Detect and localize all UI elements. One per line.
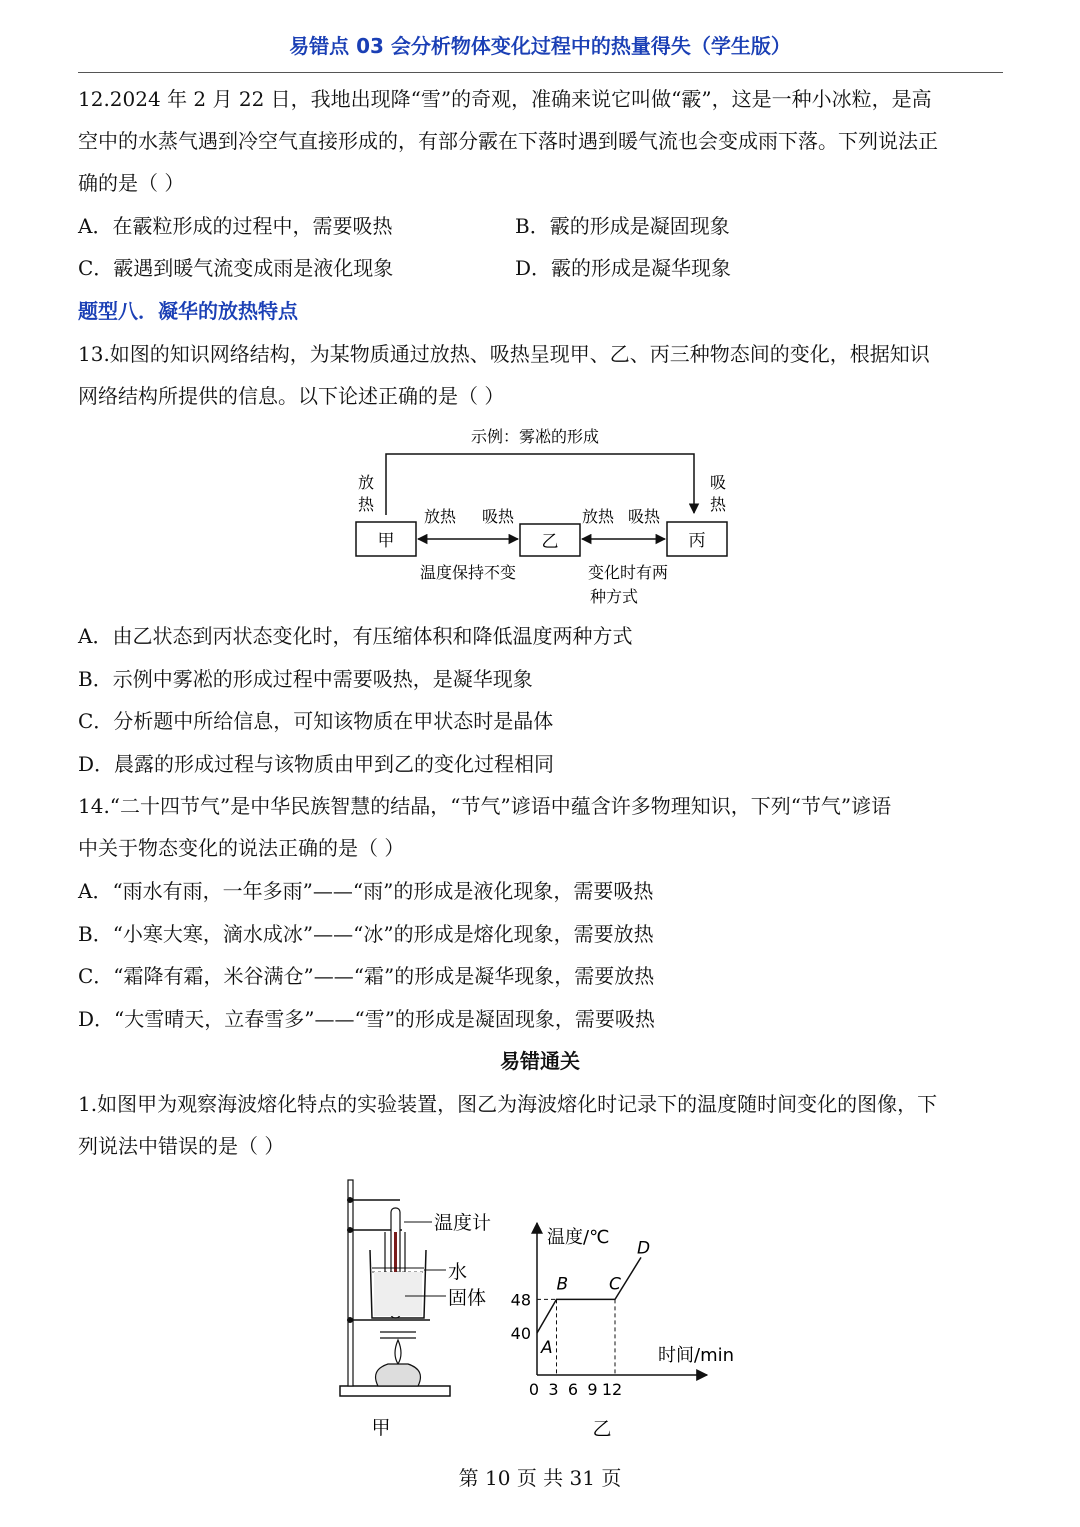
x-tick-label-6: 6 bbox=[567, 1380, 579, 1399]
label-water: 水 bbox=[448, 1261, 468, 1283]
x-tick-label-3: 3 bbox=[548, 1380, 559, 1399]
x-axis-label: 时间/min bbox=[658, 1345, 735, 1366]
x-tick-label-12: 12 bbox=[601, 1380, 623, 1399]
label-solid: 固体 bbox=[448, 1287, 487, 1309]
q12-line-3: 确的是（ ） bbox=[78, 171, 185, 195]
state-label-bing: 丙 bbox=[688, 531, 706, 551]
point-label-D: D bbox=[637, 1238, 651, 1259]
q13-line-1: 13.如图的知识网络结构，为某物质通过放热、吸热呈现甲、乙、丙三种物态间的变化，根据知识 bbox=[78, 342, 930, 366]
q14-option-c: C．“霜降有霜，米谷满仓”——“霜”的形成是凝华现象，需要放热 bbox=[78, 964, 655, 988]
q13-option-c: C．分析题中所给信息，可知该物质在甲状态时是晶体 bbox=[78, 709, 554, 733]
point-label-C: C bbox=[609, 1274, 621, 1295]
note-two-methods-1: 变化时有两 bbox=[587, 563, 669, 582]
section-heading-clear: 易错通关 bbox=[500, 1049, 580, 1073]
stand-base bbox=[340, 1386, 450, 1396]
x-tick-label-9: 9 bbox=[587, 1380, 598, 1399]
state-label-jia: 甲 bbox=[377, 531, 395, 551]
q12-line-1: 12.2024 年 2 月 22 日，我地出现降“雪”的奇观，准确来说它叫做“霰”，这是一种小冰粒，是高 bbox=[78, 87, 932, 111]
q14-line-2: 中关于物态变化的说法正确的是（ ） bbox=[78, 836, 405, 860]
diagram-right-absorb-2: 热 bbox=[709, 495, 727, 514]
q12-option-c: C．霰遇到暖气流变成雨是液化现象 bbox=[78, 256, 394, 280]
label-absorb-2: 吸热 bbox=[627, 507, 661, 526]
q14-line-1: 14.“二十四节气”是中华民族智慧的结晶，“节气”谚语中蕴含许多物理知识，下列“节气”谚语 bbox=[78, 794, 892, 818]
q14-option-b: B．“小寒大寒，滴水成冰”——“冰”的形成是熔化现象，需要放热 bbox=[78, 922, 654, 946]
q12-option-d: D．霰的形成是凝华现象 bbox=[515, 256, 732, 280]
q13-option-b: B．示例中雾凇的形成过程中需要吸热，是凝华现象 bbox=[78, 667, 533, 691]
burner-flame bbox=[395, 1340, 401, 1364]
header-rule bbox=[78, 72, 1003, 73]
note-two-methods-2: 种方式 bbox=[589, 587, 639, 606]
label-thermometer: 温度计 bbox=[434, 1212, 492, 1234]
y-tick-label-40: 40 bbox=[510, 1324, 531, 1343]
y-axis-label: 温度/℃ bbox=[547, 1227, 610, 1248]
label-release-1: 放热 bbox=[423, 507, 457, 526]
state-label-yi: 乙 bbox=[541, 532, 559, 552]
q13-line-2: 网络结构所提供的信息。以下论述正确的是（ ） bbox=[78, 384, 505, 408]
q12-option-b: B．霰的形成是凝固现象 bbox=[515, 214, 730, 238]
label-absorb-1: 吸热 bbox=[481, 507, 515, 526]
q14-option-d: D．“大雪晴天，立春雪多”——“雪”的形成是凝固现象，需要吸热 bbox=[78, 1007, 655, 1031]
q1-line-1: 1.如图甲为观察海波熔化特点的实验装置，图乙为海波熔化时记录下的温度随时间变化的图像，下 bbox=[78, 1092, 938, 1116]
page-footer: 第 10 页 共 31 页 bbox=[458, 1466, 622, 1490]
alcohol-lamp bbox=[376, 1364, 421, 1386]
q12-line-2: 空中的水蒸气遇到冷空气直接形成的，有部分霰在下落时遇到暖气流也会变成雨下落。下列说法正 bbox=[78, 129, 938, 153]
diagram-left-release-2: 热 bbox=[357, 495, 375, 514]
diagram-right-absorb-1: 吸 bbox=[709, 473, 727, 492]
temperature-time-graph bbox=[505, 1215, 750, 1447]
x-tick-label-0: 0 bbox=[528, 1380, 540, 1399]
q13-option-a: A．由乙状态到丙状态变化时，有压缩体积和降低温度两种方式 bbox=[78, 624, 633, 648]
q12-option-a: A．在霰粒形成的过程中，需要吸热 bbox=[78, 214, 393, 238]
diagram-top-arrow bbox=[386, 454, 694, 515]
q14-option-a: A．“雨水有雨，一年多雨”——“雨”的形成是液化现象，需要吸热 bbox=[78, 879, 654, 903]
label-release-2: 放热 bbox=[581, 507, 615, 526]
stand-rod bbox=[348, 1180, 353, 1386]
melting-apparatus-figure bbox=[330, 1172, 530, 1444]
point-label-A: A bbox=[541, 1338, 553, 1358]
note-temperature-constant: 温度保持不变 bbox=[419, 563, 517, 582]
apparatus-caption: 甲 bbox=[371, 1417, 391, 1439]
y-tick-label-48: 48 bbox=[510, 1290, 531, 1310]
section-heading-8: 题型八．凝华的放热特点 bbox=[78, 299, 298, 323]
q1-line-2: 列说法中错误的是（ ） bbox=[78, 1134, 285, 1158]
state-change-diagram bbox=[340, 420, 740, 615]
diagram-example-label: 示例：雾凇的形成 bbox=[470, 427, 600, 446]
temperature-curve bbox=[537, 1257, 641, 1333]
diagram-left-release-1: 放 bbox=[357, 473, 375, 492]
q13-option-d: D．晨露的形成过程与该物质由甲到乙的变化过程相同 bbox=[78, 752, 555, 776]
point-label-B: B bbox=[556, 1274, 569, 1295]
graph-caption: 乙 bbox=[592, 1418, 612, 1440]
page-header-title: 易错点 03 会分析物体变化过程中的热量得失（学生版） bbox=[289, 34, 791, 58]
